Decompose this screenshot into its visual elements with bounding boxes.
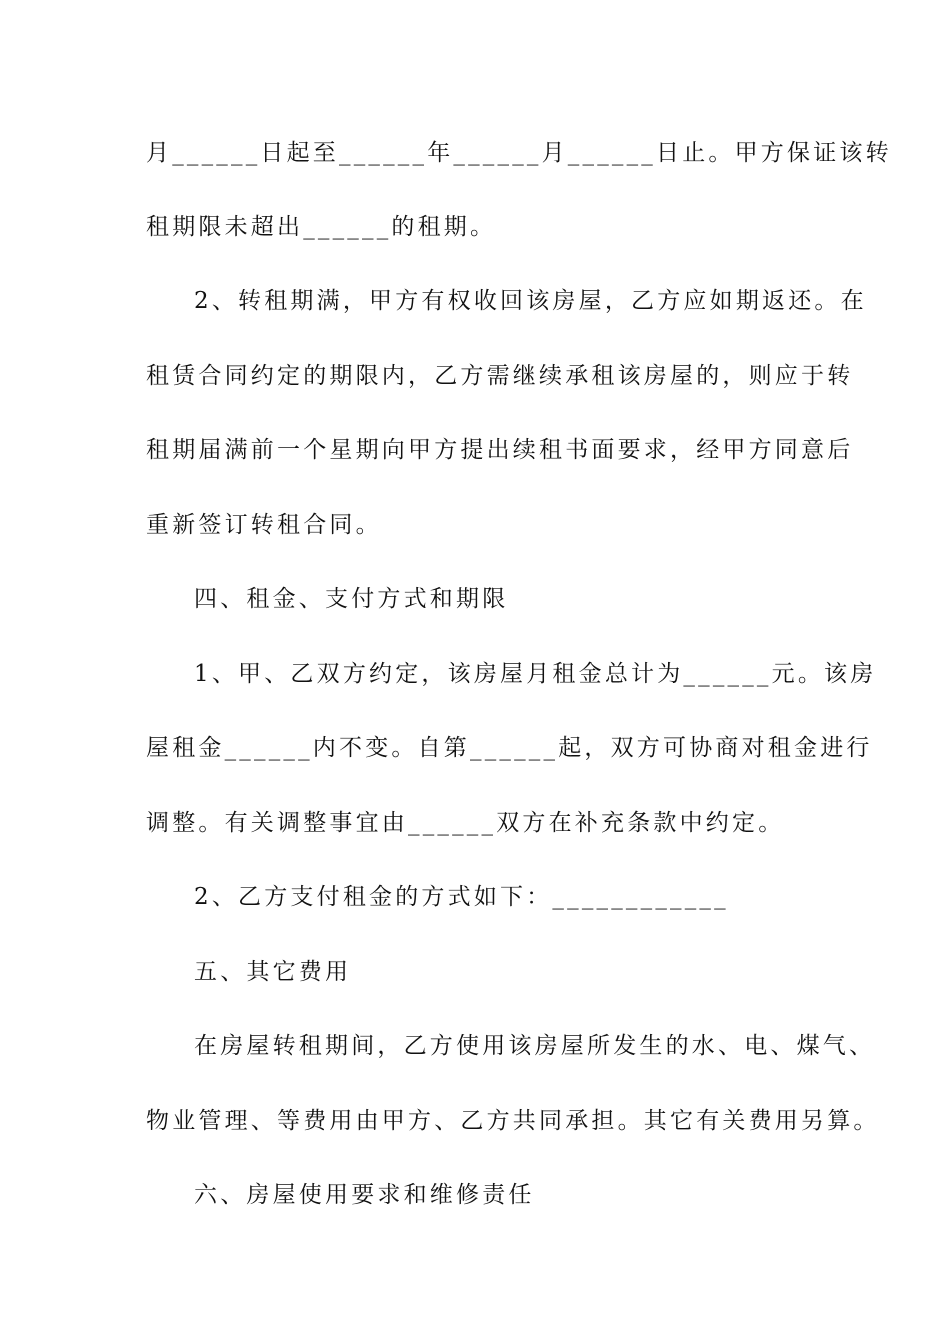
clause-2-payment-line: 2、乙方支付租金的方式如下：____________ (194, 884, 729, 910)
section-heading-other-fees: 五、其它费用 (194, 959, 352, 985)
paragraph-line: 租期限未超出______的租期。 (146, 214, 497, 240)
paragraph-line: 租期届满前一个星期向甲方提出续租书面要求，经甲方同意后 (146, 437, 854, 463)
paragraph-line: 在房屋转租期间，乙方使用该房屋所发生的水、电、煤气、 (194, 1033, 876, 1059)
paragraph-line: 屋租金______内不变。自第______起，双方可协商对租金进行 (146, 735, 873, 761)
paragraph-line: 月______日起至______年______月______日止。甲方保证该转 (146, 140, 892, 166)
section-heading-rent: 四、租金、支付方式和期限 (194, 586, 509, 612)
paragraph-line: 重新签订转租合同。 (146, 512, 382, 538)
section-heading-usage-maintenance: 六、房屋使用要求和维修责任 (194, 1182, 535, 1208)
paragraph-line: 物业管理、等费用由甲方、乙方共同承担。其它有关费用另算。 (146, 1108, 880, 1134)
clause-2-line: 2、转租期满，甲方有权收回该房屋，乙方应如期返还。在 (194, 288, 867, 314)
paragraph-line: 调整。有关调整事宜由______双方在补充条款中约定。 (146, 810, 785, 836)
clause-1-line: 1、甲、乙双方约定，该房屋月租金总计为______元。该房 (194, 661, 877, 687)
paragraph-line: 租赁合同约定的期限内，乙方需继续承租该房屋的，则应于转 (146, 363, 854, 389)
